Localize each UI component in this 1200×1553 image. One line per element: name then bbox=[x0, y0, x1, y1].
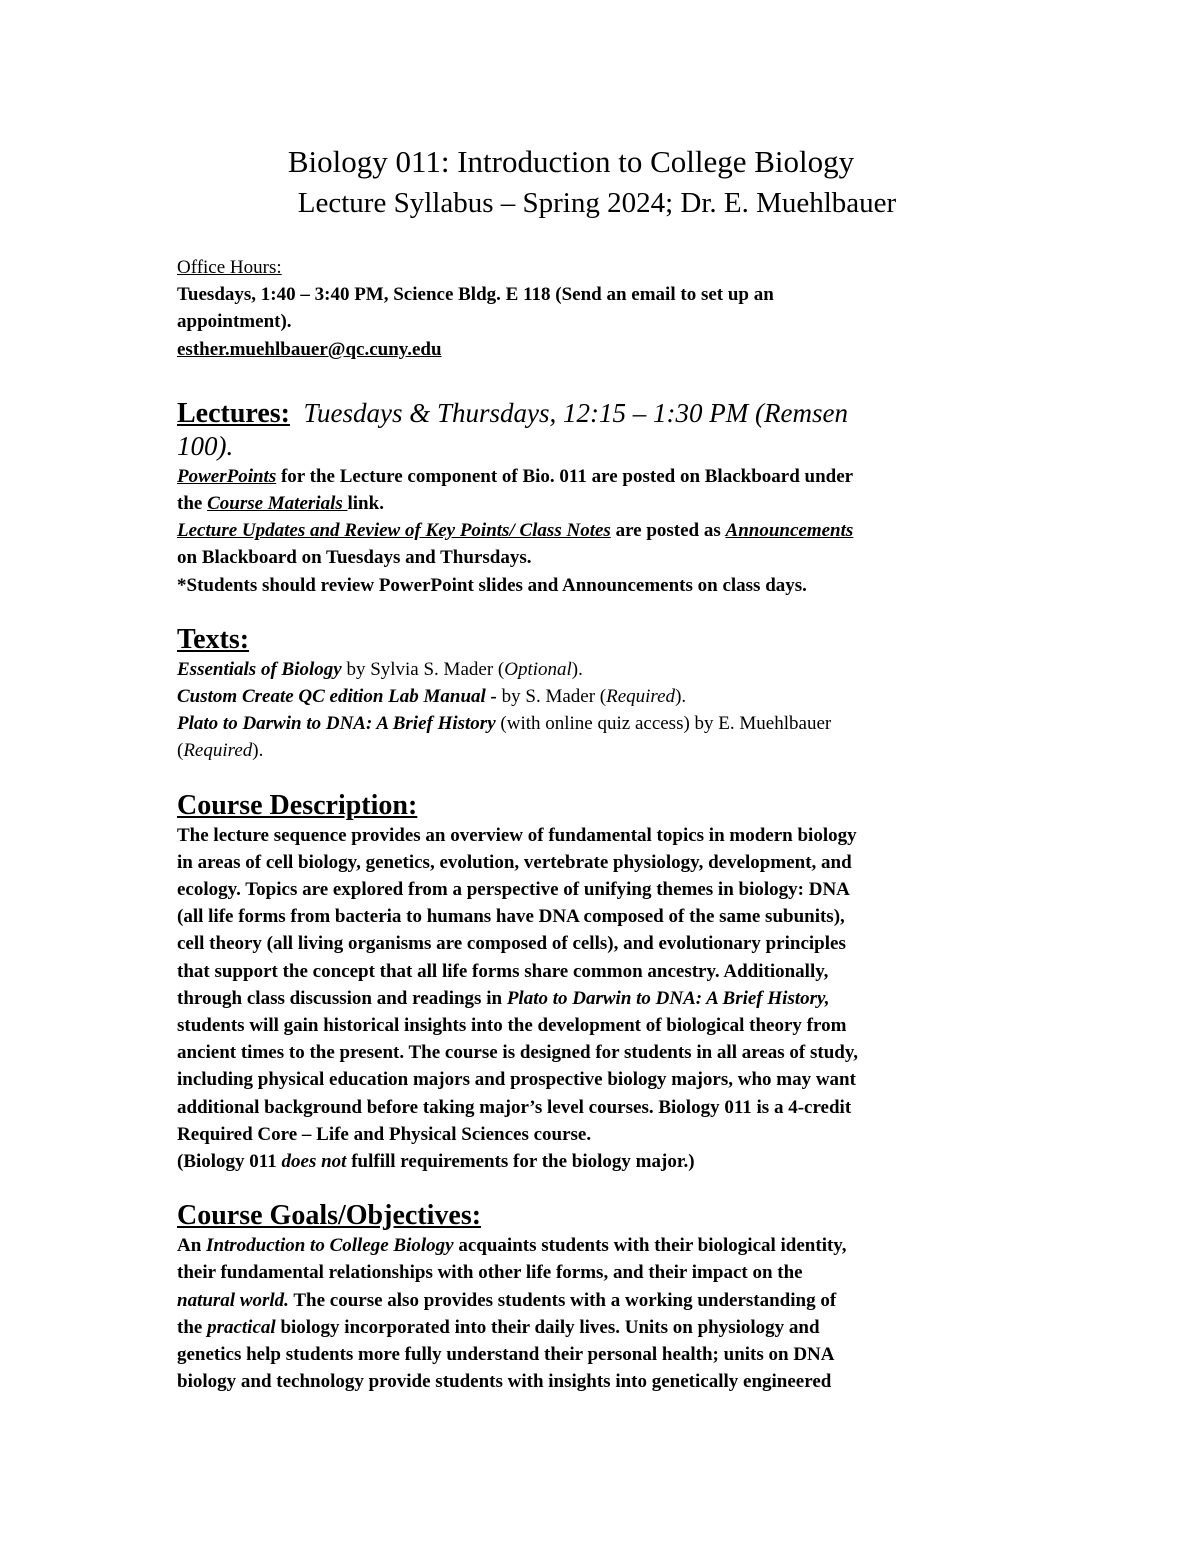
desc-line bbox=[177, 985, 1037, 1012]
lectures-details bbox=[177, 463, 1037, 599]
goals-l4-b: biology incorporated into their daily lives. Units on physiology and bbox=[275, 1316, 820, 1338]
course-goals-heading: Course Goals/Objectives: bbox=[177, 1200, 482, 1232]
book2-author: by S. Mader ( bbox=[496, 686, 607, 708]
desc-last-emph: does not bbox=[281, 1151, 347, 1173]
office-hours-line-1: Tuesdays, 1:40 – 3:40 PM, Science Bldg. E 118 (Send an email to set up an bbox=[177, 284, 774, 306]
desc-line: students will gain historical insights into the development of biological theory from bbox=[177, 1015, 847, 1037]
goals-line: biology and technology provide students with insights into genetically engineered bbox=[177, 1371, 832, 1393]
desc-last-a: (Biology 011 bbox=[177, 1151, 282, 1173]
goals-line: their fundamental relationships with other life forms, and their impact on the bbox=[177, 1262, 803, 1284]
book1-status: Optional bbox=[504, 658, 572, 680]
desc-line: additional background before taking major’s level courses. Biology 011 is a 4-credit bbox=[177, 1096, 852, 1118]
lectures-heading-line bbox=[177, 397, 1037, 463]
email-link[interactable]: esther.muehlbauer@qc.cuny.edu bbox=[177, 338, 442, 360]
goals-l4-emph: practical bbox=[207, 1316, 276, 1338]
lectures-note: *Students should review PowerPoint slides and Announcements on class days. bbox=[177, 574, 807, 596]
lectures-schedule-1: Tuesdays & Thursdays, 12:15 – 1:30 PM (Remsen bbox=[303, 397, 848, 428]
course-description-body bbox=[177, 822, 1037, 1176]
lectures-p1-text: for the Lecture component of Bio. 011 are posted on Blackboard under bbox=[276, 465, 854, 487]
texts-list bbox=[177, 656, 1037, 765]
desc-line: in areas of cell biology, genetics, evolution, vertebrate physiology, development, and bbox=[177, 851, 852, 873]
lectures-heading: Lectures: bbox=[177, 397, 290, 429]
goals-line: genetics help students more fully understand their personal health; units on DNA bbox=[177, 1344, 835, 1366]
book-item-3-cont bbox=[177, 737, 1037, 764]
desc-line: that support the concept that all life forms share common ancestry. Additionally, bbox=[177, 960, 829, 982]
desc-line-7a: through class discussion and readings in bbox=[177, 987, 507, 1009]
goals-line bbox=[177, 1287, 1037, 1314]
lectures-p2-end: on Blackboard on Tuesdays and Thursdays. bbox=[177, 547, 532, 569]
desc-line: including physical education majors and prospective biology majors, who may want bbox=[177, 1069, 856, 1091]
announcements-link[interactable]: Announcements bbox=[725, 520, 854, 542]
texts-heading: Texts: bbox=[177, 623, 250, 655]
desc-line: ancient times to the present. The course is designed for students in all areas of study, bbox=[177, 1042, 859, 1064]
document-title: Biology 011: Introduction to College Biology bbox=[287, 144, 855, 179]
document-body bbox=[177, 254, 1037, 1396]
course-goals-body bbox=[177, 1232, 1037, 1395]
book-item-2 bbox=[177, 683, 1037, 710]
powerpoints-link[interactable]: PowerPoints bbox=[177, 465, 277, 487]
desc-line: cell theory (all living organisms are composed of cells), and evolutionary principles bbox=[177, 933, 846, 955]
book1-author: by Sylvia S. Mader ( bbox=[341, 658, 505, 680]
goals-line bbox=[177, 1314, 1037, 1341]
lectures-p1-the: the bbox=[177, 493, 208, 515]
book1-title: Essentials of Biology bbox=[177, 658, 342, 680]
desc-last-b: fulfill requirements for the biology major.) bbox=[346, 1151, 695, 1173]
book2-end: ). bbox=[675, 686, 687, 708]
goals-l3-b: The course also provides students with a working understanding of bbox=[288, 1289, 837, 1311]
desc-line: The lecture sequence provides an overview of fundamental topics in modern biology bbox=[177, 824, 857, 846]
goals-l4-a: the bbox=[177, 1316, 208, 1338]
book3-author: (with online quiz access) by E. Muehlbauer bbox=[495, 713, 832, 735]
lectures-p1-end: link. bbox=[347, 493, 384, 515]
book1-end: ). bbox=[571, 658, 583, 680]
book3-end: ). bbox=[252, 740, 264, 762]
book2-status: Required bbox=[606, 686, 676, 708]
desc-line: Required Core – Life and Physical Sciences course. bbox=[177, 1123, 592, 1145]
book2-title: Custom Create QC edition Lab Manual - bbox=[177, 686, 497, 708]
desc-line: (all life forms from bacteria to humans have DNA composed of the same subunits), bbox=[177, 906, 845, 928]
document-subtitle: Lecture Syllabus – Spring 2024; Dr. E. Muehlbauer bbox=[297, 187, 897, 219]
goals-l1-b: acquaints students with their biological identity, bbox=[453, 1235, 847, 1257]
desc-line bbox=[177, 1148, 1037, 1175]
lectures-schedule-2: 100). bbox=[177, 430, 234, 461]
book-item-1 bbox=[177, 656, 1037, 683]
course-materials-link[interactable]: Course Materials bbox=[207, 493, 348, 515]
goals-l1-a: An bbox=[177, 1235, 207, 1257]
desc-line: ecology. Topics are explored from a perspective of unifying themes in biology: DNA bbox=[177, 879, 850, 901]
desc-line-7-book: Plato to Darwin to DNA: A Brief History, bbox=[506, 987, 830, 1009]
lecture-updates-link[interactable]: Lecture Updates and Review of Key Points/ Class Notes bbox=[177, 520, 611, 542]
book3-open: ( bbox=[177, 740, 184, 762]
goals-l3-emph: natural world. bbox=[177, 1289, 289, 1311]
course-description-heading: Course Description: bbox=[177, 789, 418, 821]
office-hours-line-2: appointment). bbox=[177, 311, 292, 333]
goals-l1-emph: Introduction to College Biology bbox=[206, 1235, 454, 1257]
book3-title: Plato to Darwin to DNA: A Brief History bbox=[177, 713, 496, 735]
office-hours-heading: Office Hours: bbox=[177, 257, 282, 278]
office-hours-section bbox=[177, 254, 1037, 363]
lectures-p2-mid: are posted as bbox=[610, 520, 726, 542]
goals-line bbox=[177, 1232, 1037, 1259]
book3-status: Required bbox=[183, 740, 253, 762]
book-item-3 bbox=[177, 710, 1037, 737]
